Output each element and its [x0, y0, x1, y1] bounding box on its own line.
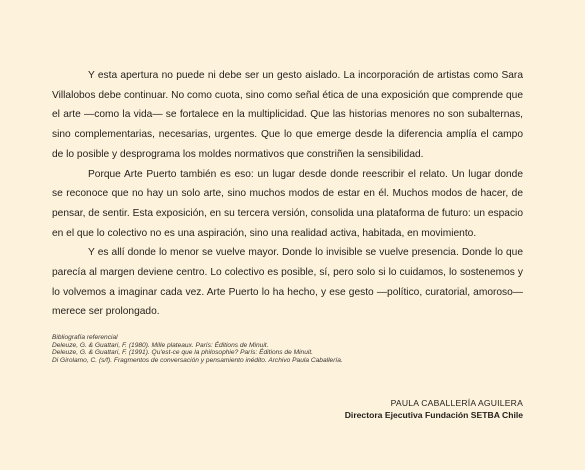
paragraph-1: Y esta apertura no puede ni debe ser un gesto aislado. La incorporación de artistas como Sara Villalobos debe continuar. No como cuota, sino como señal ética de una exposición que comprende que el arte —como la vida— se fortalece en la multiplicidad. Que las historias menores no son subalternas, sino complementarias, necesarias, urgentes. Que lo que emerge desde la diferencia amplía el campo de lo posible y desprograma los moldes normativos que constriñen la sensibilidad.: [52, 70, 523, 160]
paragraph-2: Porque Arte Puerto también es eso: un lugar desde donde reescribir el relato. Un lugar donde se reconoce que no hay un solo arte, sino muchos modos de estar en él. Muchos modos de hacer, de pensar, de sentir. Esta exposición, en su tercera versión, consolida una plataforma de futuro: un espacio en el que lo colectivo no es una aspiración, sino una realidad activa, habitada, en movimiento.: [52, 168, 523, 239]
paragraph-3: Y es allí donde lo menor se vuelve mayor. Donde lo invisible se vuelve presencia. Donde lo que parecía al margen deviene centro. Lo colectivo es posible, sí, pero solo si lo cuidamos, lo sostenemos y lo volvemos a imaginar cada vez. Arte Puerto lo ha hecho, y ese gesto —político, curatorial, amoroso— merece ser prolongado.: [52, 247, 523, 318]
essay-text: [52, 66, 523, 365]
bibliography-entry: Deleuze, G. & Guattari, F. (1991). Qu'est-ce que la philosophie? París: Éditions de Minuit.: [52, 349, 313, 357]
author-name: PAULA CABALLERÍA AGUILERA: [390, 398, 523, 408]
bibliography-entry: Deleuze, G. & Guattari, F. (1980). Mille plateaux. París: Éditions de Minuit.: [52, 341, 269, 349]
bibliography-entry: Di Girolamo, C. (s/f). Fragmentos de conversación y pensamiento inédito. Archivo Paula Caballería.: [52, 356, 343, 364]
bibliography: [52, 334, 523, 364]
bibliography-heading: Bibliografía referencial: [52, 334, 118, 342]
author-role: Directora Ejecutiva Fundación SETBA Chile: [344, 410, 523, 421]
signature-block: [345, 397, 523, 422]
